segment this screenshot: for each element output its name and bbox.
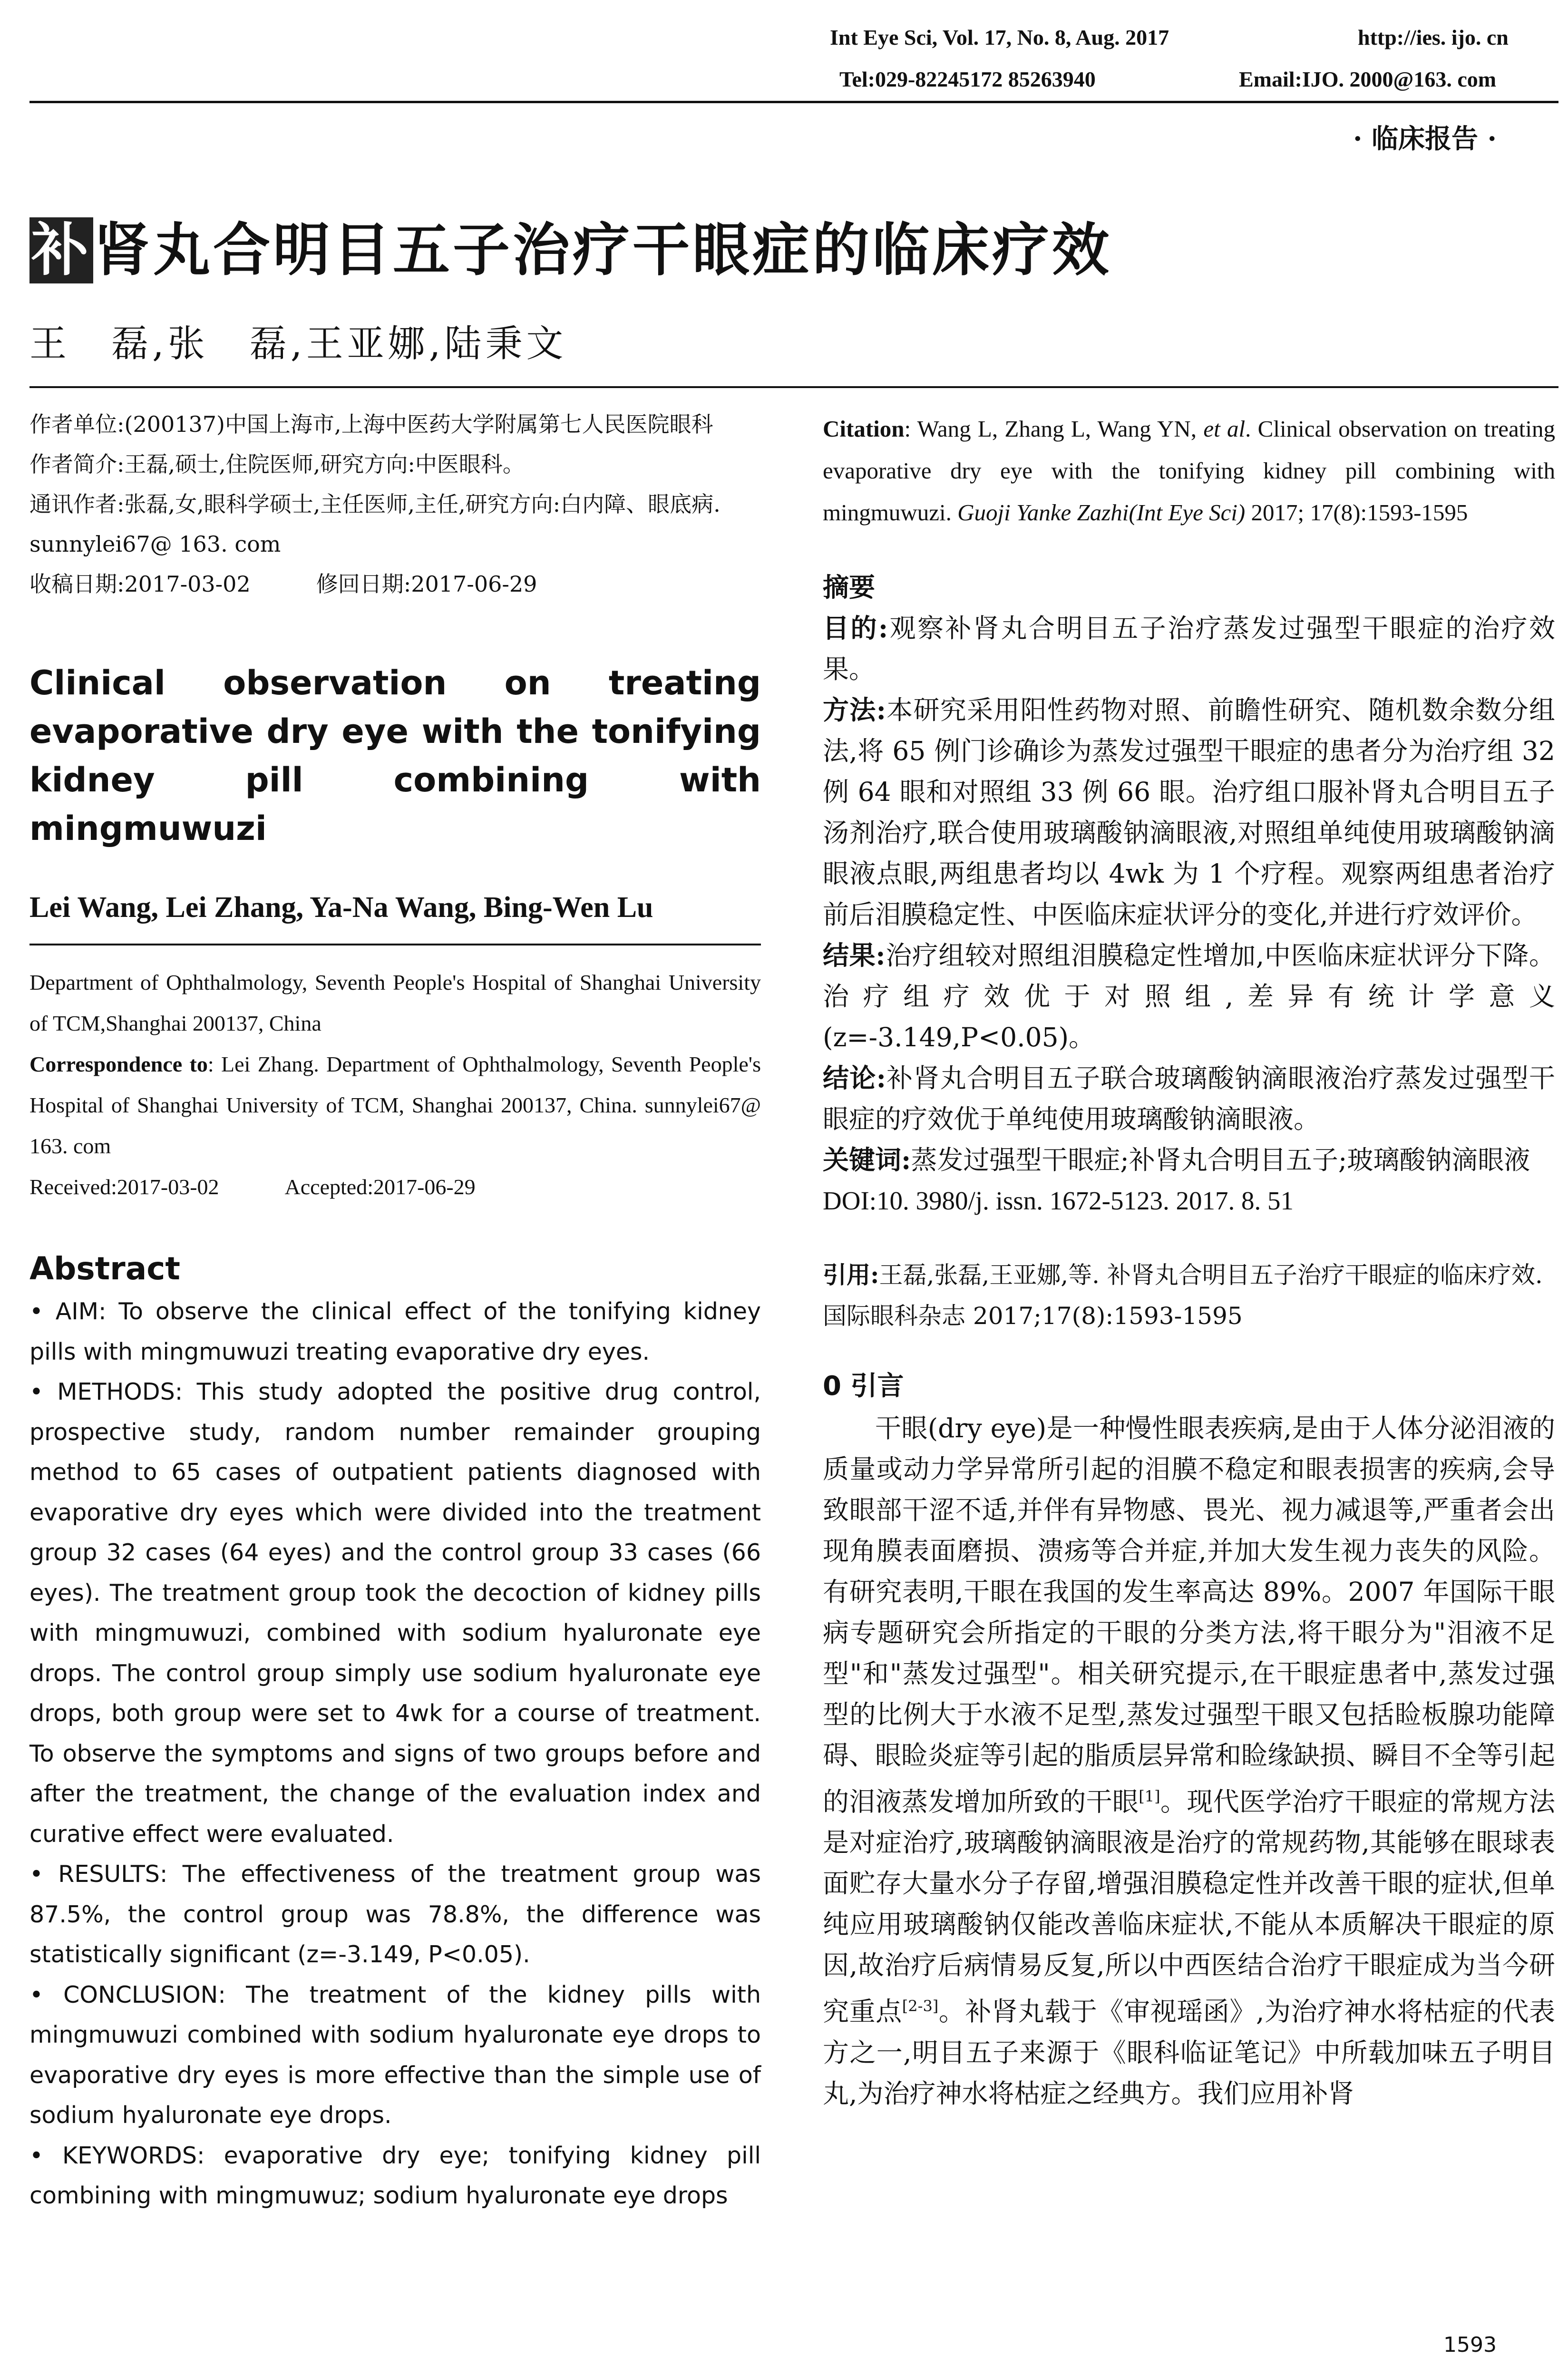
conclusion-text-cn: 补肾丸合明目五子联合玻璃酸钠滴眼液治疗蒸发过强型干眼症的疗效优于单纯使用玻璃酸钠滴眼液。 — [823, 1063, 1555, 1134]
abstract-cn-results — [823, 935, 1555, 1058]
intro-text-2: 。现代医学治疗干眼症的常规方法是对症治疗,玻璃酸钠滴眼液是治疗的常规药物,其能够在眼球表面贮存大量水分子存留,增强泪膜稳定性并改善干眼的症状,但单纯应用玻璃酸钠仅能改善临床症状,不能从本质解决干眼症的原因,故治疗后病情易反复,所以中西医结合治疗干眼症成为当今研究重点 — [823, 1786, 1555, 2027]
citation-part-b: . Clinical observation on treating evaporative dry eye with the tonifying kidney pill combining with mingmuwuzi. — [823, 416, 1555, 526]
abstract-heading: Abstract — [29, 1250, 180, 1287]
page-number: 1593 — [1443, 2333, 1497, 2357]
article-title-en: Clinical observation on treating evaporative dry eye with the tonifying kidney pill combining with mingmuwuzi — [29, 663, 761, 848]
journal-header-volume: Int Eye Sci, Vol. 17, No. 8, Aug. 2017 — [830, 25, 1169, 49]
keywords-text-cn: 蒸发过强型干眼症;补肾丸合明目五子;玻璃酸钠滴眼液 — [911, 1145, 1530, 1175]
title-rest: 肾丸合明目五子治疗干眼症的临床疗效 — [93, 217, 1112, 283]
reference-1[interactable]: [1] — [1139, 1787, 1160, 1805]
intro-heading: 0 引言 — [823, 1371, 904, 1402]
accepted-en: Accepted:2017-06-29 — [284, 1175, 476, 1199]
title-first-char: 补 — [29, 217, 93, 283]
journal-header-email: Email:IJO. 2000@163. com — [1239, 67, 1497, 91]
abstract-en — [29, 1292, 761, 2216]
title-rule — [29, 386, 1558, 388]
citation-part-c: 2017; 17(8):1593-1595 — [1245, 499, 1468, 526]
citation-journal: Guoji Yanke Zazhi(Int Eye Sci) — [957, 499, 1246, 526]
citation-etal: et al — [1203, 416, 1246, 442]
doi: DOI:10. 3980/j. issn. 1672-5123. 2017. 8. 51 — [823, 1186, 1294, 1215]
author-unit: 作者单位:(200137)中国上海市,上海中医药大学附属第七人民医院眼科 — [29, 411, 713, 437]
reference-2-3[interactable]: [2-3] — [902, 1997, 939, 2016]
abstract-cn-conclusion — [823, 1058, 1555, 1140]
author-intro: 作者简介:王磊,硕士,住院医师,研究方向:中医眼科。 — [29, 451, 525, 477]
abstract-cn-aim — [823, 608, 1555, 690]
results-text-cn: 治疗组较对照组泪膜稳定性增加,中医临床症状评分下降。治疗组疗效优于对照组,差异有统计学意义(z=-3.149,P<0.05)。 — [823, 940, 1556, 1052]
intro-text-3: 。补肾丸载于《审视瑶函》,为治疗神水将枯症的代表方之一,明目五子来源于《眼科临证笔记》中所载加味五子明目丸,为治疗神水将枯症之经典方。我们应用补肾 — [823, 1996, 1555, 2109]
correspondence-en — [29, 1044, 761, 1167]
journal-header-tel: Tel:029-82245172 85263940 — [839, 67, 1096, 91]
dates-cn — [29, 564, 761, 604]
abstract-aim: • AIM: To observe the clinical effect of the tonifying kidney pills with mingmuwuzi treating evaporative dry eyes. — [29, 1298, 761, 1365]
abstract-cn — [823, 567, 1555, 1221]
authors-cn: 王 磊,张 磊,王亚娜,陆秉文 — [29, 322, 567, 365]
right-column — [823, 408, 1555, 2114]
journal-header-url: http://ies. ijo. cn — [1358, 25, 1509, 49]
header-rule — [29, 101, 1558, 103]
abstract-cn-methods — [823, 690, 1555, 935]
revised-cn: 修回日期:2017-06-29 — [316, 571, 537, 597]
article-category: · 临床报告 · — [1353, 123, 1497, 155]
abstract-cn-keywords — [823, 1140, 1555, 1180]
abstract-results: • RESULTS: The effectiveness of the treatment group was 87.5%, the control group was 78.8%, the difference was statistically significant (z=-3.149, P<0.05). — [29, 1861, 761, 1968]
keywords-label-cn: 关键词: — [823, 1144, 911, 1175]
cite-cn-text: 王磊,张磊,王亚娜,等. 补肾丸合明目五子治疗干眼症的临床疗效. 国际眼科杂志 2017;17(8):1593-1595 — [823, 1261, 1543, 1330]
dates-en — [29, 1167, 761, 1208]
left-column — [29, 404, 761, 2216]
authors-en: Lei Wang, Lei Zhang, Ya-Na Wang, Bing-Wen Lu — [29, 891, 653, 924]
methods-text-cn: 本研究采用阳性药物对照、前瞻性研究、随机数余数分组法,将 65 例门诊确诊为蒸发过强型干眼症的患者分为治疗组 32 例 64 眼和对照组 33 例 66 眼。治疗组口服补肾丸合明目五子汤剂治疗,联合使用玻璃酸钠滴眼液,对照组单纯使用玻璃酸钠滴眼液点眼,两组患者均以 4wk 为 1 个疗程。观察两组患者治疗前后泪膜稳定性、中医临床症状评分的变化,并进行疗效评价。 — [823, 695, 1555, 930]
received-cn: 收稿日期:2017-03-02 — [29, 571, 251, 597]
article-title-cn — [29, 205, 1112, 286]
abstract-methods: • METHODS: This study adopted the positive drug control, prospective study, random number remainder grouping method to 65 cases of outpatient patients diagnosed with evaporative dry eyes which were divided into the treatment group 32 cases (64 eyes) and the control group 33 cases (66 eyes). The treatment group took the decoction of kidney pills with mingmuwuzi, combined with sodium hyaluronate eye drops. The control group simply use sodium hyaluronate eye drops, both group were set to 4wk for a course of treatment. To observe the symptoms and signs of two groups before and after the treatment, the change of the evaluation index and curative effect were evaluated. — [29, 1378, 761, 1848]
abstract-keywords: • KEYWORDS: evaporative dry eye; tonifying kidney pill combining with mingmuwuz; sodium hyaluronate eye drops — [29, 2142, 761, 2209]
correspondence-text: : Lei Zhang. Department of Ophthalmology, Seventh People's Hospital of Shanghai University of TCM, Shanghai 200137, China. sunnylei67@ 163. com — [29, 1052, 761, 1158]
citation-label: Citation — [823, 416, 905, 442]
affiliation-en: Department of Ophthalmology, Seventh People's Hospital of Shanghai University of TCM,Shanghai 200137, China — [29, 970, 761, 1035]
citation-part-a: : Wang L, Zhang L, Wang YN, — [904, 416, 1204, 442]
aim-label-cn: 目的: — [823, 613, 888, 643]
abstract-conclusion: • CONCLUSION: The treatment of the kidney pills with mingmuwuzi combined with sodium hyaluronate eye drops to evaporative dry eyes is more effective than the simple use of sodium hyaluronate eye drops. — [29, 1981, 761, 2129]
intro-paragraph — [823, 1408, 1555, 2114]
correspondence-label: Correspondence to — [29, 1052, 208, 1076]
authors-rule — [29, 944, 761, 945]
results-label-cn: 结果: — [823, 940, 886, 971]
author-info-cn — [29, 404, 761, 604]
conclusion-label-cn: 结论: — [823, 1062, 886, 1093]
intro-text-1: 干眼(dry eye)是一种慢性眼表疾病,是由于人体分泌泪液的质量或动力学异常所引起的泪膜不稳定和眼表损害的疾病,会导致眼部干涩不适,并伴有异物感、畏光、视力减退等,严重者会出现角膜表面磨损、溃疡等合并症,并加大发生视力丧失的风险。有研究表明,干眼在我国的发生率高达 89%。2007 年国际干眼病专题研究会所指定的干眼的分类方法,将干眼分为"泪液不足型"和"蒸发过强型"。相关研究提示,在干眼症患者中,蒸发过强型的比例大于水液不足型,蒸发过强型干眼又包括睑板腺功能障碍、眼睑炎症等引起的脂质层异常和睑缘缺损、瞬目不全等引起的泪液蒸发增加所致的干眼 — [823, 1413, 1556, 1817]
abstract-cn-heading: 摘要 — [823, 572, 876, 603]
cite-cn-label: 引用: — [823, 1261, 879, 1289]
cite-cn — [823, 1255, 1555, 1336]
citation-en — [823, 408, 1555, 534]
affiliation-block — [29, 962, 761, 1208]
received-en: Received:2017-03-02 — [29, 1175, 219, 1199]
aim-text-cn: 观察补肾丸合明目五子治疗蒸发过强型干眼症的治疗效果。 — [823, 613, 1555, 684]
author-corr: 通讯作者:张磊,女,眼科学硕士,主任医师,主任,研究方向:白内障、眼底病. sunnylei67@ 163. com — [29, 491, 721, 557]
methods-label-cn: 方法: — [823, 694, 886, 725]
